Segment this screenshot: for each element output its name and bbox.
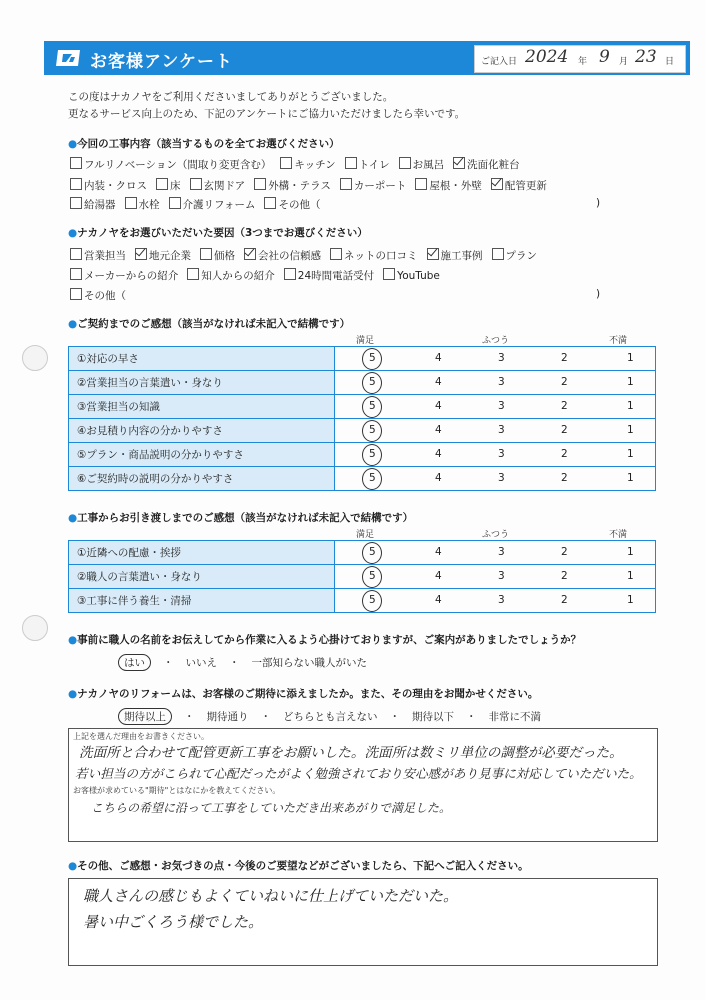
option-checkbox[interactable]: [125, 197, 160, 212]
rating-option-5[interactable]: 5: [369, 424, 376, 436]
rating-option-3[interactable]: 3: [498, 546, 505, 558]
checkbox-icon[interactable]: [200, 248, 212, 260]
q7-comment-line-2: 暑い中ごくろう様でした。: [83, 913, 264, 931]
checkbox-icon[interactable]: [187, 268, 199, 280]
checkbox-icon[interactable]: [70, 197, 82, 209]
rating-option-4[interactable]: 4: [435, 400, 442, 412]
rating-option-4[interactable]: 4: [435, 448, 442, 460]
rating-option-5[interactable]: 5: [369, 570, 376, 582]
answer-option[interactable]: 期待以下: [412, 711, 454, 723]
q6-expect-label: お客様が求めている"期待"とはなにかを教えてください。: [73, 786, 281, 795]
checkbox-icon[interactable]: [70, 157, 82, 169]
option-checkbox[interactable]: [200, 248, 235, 263]
rating-label: ⑤プラン・商品説明の分かりやすさ: [69, 443, 335, 467]
q7-comment-line-1: 職人さんの感じもよくていねいに仕上げていただいた。: [83, 887, 459, 905]
rating-label: ①近隣への配慮・挨拶: [69, 541, 335, 565]
rating-scale: [335, 589, 656, 613]
intro-line-2: 更なるサービス向上のため、下記のアンケートにご協力いただけましたら幸いです。: [68, 108, 466, 120]
scale-mid: ふつう: [482, 530, 510, 540]
separator: ・: [466, 711, 477, 723]
option-checkbox[interactable]: [330, 248, 418, 263]
selected-circle-icon: [362, 348, 382, 370]
checked-checkbox-icon[interactable]: [427, 248, 439, 260]
checkbox-icon[interactable]: [169, 197, 181, 209]
rating-option-2[interactable]: 2: [561, 352, 568, 364]
q1-title: ●今回の工事内容（該当するものを全てお選びください）: [68, 138, 340, 150]
rating-option-4[interactable]: 4: [435, 352, 442, 364]
option-label: 価格: [214, 250, 235, 262]
rating-option-4[interactable]: 4: [435, 376, 442, 388]
checkbox-icon[interactable]: [70, 178, 82, 190]
rating-label: ①対応の早さ: [69, 347, 335, 371]
date-year-unit: 年: [578, 57, 588, 67]
option-checkbox[interactable]: [492, 248, 538, 263]
rating-scale: [335, 541, 656, 565]
rating-option-2[interactable]: 2: [561, 376, 568, 388]
rating-label: ③工事に伴う養生・清掃: [69, 589, 335, 613]
option-checkbox[interactable]: [415, 178, 482, 193]
rating-option-5[interactable]: 5: [369, 448, 376, 460]
rating-row: [69, 589, 656, 613]
checkbox-icon[interactable]: [70, 288, 82, 300]
q7-title: ●その他、ご感想・お気づきの点・今後のご要望などがございましたら、下記へご記入ください。: [68, 860, 529, 872]
checked-checkbox-icon[interactable]: [135, 248, 147, 260]
q4-rating-table: [68, 540, 656, 613]
checkbox-icon[interactable]: [70, 248, 82, 260]
rating-option-1[interactable]: 1: [627, 546, 634, 558]
date-year: 2024: [525, 47, 569, 67]
q3-scale-header: [68, 333, 646, 345]
rating-option-5[interactable]: 5: [369, 352, 376, 364]
rating-option-3[interactable]: 3: [498, 448, 505, 460]
page-title: お客様アンケート: [90, 52, 233, 72]
rating-label: ③営業担当の知識: [69, 395, 335, 419]
q1-close-paren: ): [596, 197, 601, 209]
q7-comment-box[interactable]: [68, 878, 658, 966]
rating-option-1[interactable]: 1: [627, 376, 634, 388]
rating-option-2[interactable]: 2: [561, 400, 568, 412]
q2-row-3: [70, 288, 135, 303]
selected-circle-icon: [362, 444, 382, 466]
option-checkbox[interactable]: [70, 197, 116, 212]
rating-scale: [335, 419, 656, 443]
selected-circle-icon: [362, 566, 382, 588]
checkbox-icon[interactable]: [492, 248, 504, 260]
rating-option-2[interactable]: 2: [561, 424, 568, 436]
rating-option-4[interactable]: 4: [435, 570, 442, 582]
header-bar: [44, 41, 690, 75]
rating-option-4[interactable]: 4: [435, 546, 442, 558]
option-checkbox[interactable]: [70, 288, 126, 303]
option-label: キッチン: [294, 159, 336, 171]
option-checkbox[interactable]: [340, 178, 407, 193]
q6-reason-line-2: 若い担当の方がこられて心配だったがよく勉強されており安心感があり見事に対応していただいた。: [75, 766, 642, 781]
option-checkbox[interactable]: [169, 197, 256, 212]
date-day: 23: [635, 47, 657, 67]
scale-high: 満足: [356, 530, 375, 540]
separator: ・: [260, 711, 271, 723]
rating-option-3[interactable]: 3: [498, 472, 505, 484]
rating-scale: [335, 347, 656, 371]
scale-mid: ふつう: [482, 336, 510, 346]
date-label: ご記入日: [481, 57, 518, 67]
rating-option-4[interactable]: 4: [435, 472, 442, 484]
checked-checkbox-icon[interactable]: [244, 248, 256, 260]
rating-scale: [335, 395, 656, 419]
option-label: その他（: [278, 199, 321, 211]
option-checkbox[interactable]: [453, 157, 520, 172]
q3-title: ●ご契約までのご感想（該当がなければ未記入で結構です）: [68, 318, 351, 330]
rating-option-1[interactable]: 1: [627, 352, 634, 364]
rating-option-3[interactable]: 3: [498, 594, 505, 606]
option-label: 水栓: [138, 199, 160, 211]
option-checkbox[interactable]: [190, 178, 246, 193]
rating-option-5[interactable]: 5: [369, 400, 376, 412]
checkbox-icon[interactable]: [330, 248, 342, 260]
rating-row: [69, 541, 656, 565]
separator: ・: [163, 657, 174, 669]
option-label: カーポート: [353, 180, 407, 192]
option-label: 配管更新: [504, 180, 547, 192]
rating-option-4[interactable]: 4: [435, 424, 442, 436]
option-checkbox[interactable]: [345, 157, 390, 172]
option-label: フルリノベーション（間取り変更含む）: [84, 159, 272, 171]
rating-scale: [335, 565, 656, 589]
rating-option-3[interactable]: 3: [498, 376, 505, 388]
rating-row: [69, 467, 656, 491]
rating-option-2[interactable]: 2: [561, 472, 568, 484]
rating-option-2[interactable]: 2: [561, 594, 568, 606]
q6-reason-box[interactable]: [68, 728, 658, 842]
rating-scale: [335, 443, 656, 467]
checkbox-icon[interactable]: [254, 178, 266, 190]
punch-hole-bottom: [22, 615, 48, 641]
option-checkbox[interactable]: [156, 178, 181, 193]
rating-option-1[interactable]: 1: [627, 594, 634, 606]
q6-answers: [118, 708, 541, 725]
checkbox-icon[interactable]: [340, 178, 352, 190]
q3-rating-table: [68, 346, 656, 491]
option-checkbox[interactable]: [254, 178, 331, 193]
q4-title: ●工事からお引き渡しまでのご感想（該当がなければ未記入で結構です）: [68, 512, 414, 524]
answer-option[interactable]: 期待以上: [118, 708, 172, 725]
rating-option-3[interactable]: 3: [498, 352, 505, 364]
option-label: 施工事例: [440, 250, 483, 262]
option-label: YouTube: [397, 270, 440, 282]
option-checkbox[interactable]: [70, 268, 178, 283]
q4-scale-header: [68, 527, 646, 539]
checkbox-icon[interactable]: [280, 157, 292, 169]
option-label: お風呂: [412, 159, 445, 171]
punch-hole-top: [22, 345, 48, 371]
checkbox-icon[interactable]: [125, 197, 137, 209]
option-checkbox[interactable]: [383, 268, 440, 282]
separator: ・: [229, 657, 240, 669]
option-label: 内装・クロス: [84, 180, 147, 192]
rating-option-3[interactable]: 3: [498, 424, 505, 436]
selected-circle-icon: [362, 372, 382, 394]
q2-close-paren: ): [596, 288, 601, 300]
q1-row-3: [70, 197, 329, 212]
option-checkbox[interactable]: [70, 248, 126, 263]
rating-option-1[interactable]: 1: [627, 424, 634, 436]
rating-option-1[interactable]: 1: [627, 448, 634, 460]
date-day-unit: 日: [665, 57, 675, 67]
date-month-unit: 月: [619, 57, 629, 67]
rating-option-1[interactable]: 1: [627, 570, 634, 582]
rating-row: [69, 565, 656, 589]
option-label: 地元企業: [149, 250, 191, 262]
q6-expect-text: こちらの希望に沿って工事をしていただき出来あがりで満足した。: [91, 801, 452, 815]
rating-option-3[interactable]: 3: [498, 570, 505, 582]
rating-option-2[interactable]: 2: [561, 448, 568, 460]
option-checkbox[interactable]: [280, 157, 335, 172]
answer-option[interactable]: はい: [118, 654, 151, 671]
option-checkbox[interactable]: [187, 268, 275, 283]
date-month: 9: [599, 47, 610, 67]
option-label: メーカーからの紹介: [84, 270, 179, 282]
rating-row: [69, 347, 656, 371]
checkbox-icon[interactable]: [415, 178, 427, 190]
selected-circle-icon: [362, 468, 382, 490]
date-field[interactable]: [474, 45, 686, 73]
option-checkbox[interactable]: [264, 197, 320, 212]
rating-option-5[interactable]: 5: [369, 594, 376, 606]
option-label: 24時間電話受付: [297, 270, 375, 282]
option-checkbox[interactable]: [399, 157, 445, 172]
checked-checkbox-icon[interactable]: [453, 157, 465, 169]
answer-option[interactable]: 期待通り: [206, 711, 249, 723]
option-checkbox[interactable]: [427, 248, 483, 263]
checkbox-icon[interactable]: [70, 268, 82, 280]
rating-label: ⑥ご契約時の説明の分かりやすさ: [69, 467, 335, 491]
q1-row-2: [70, 178, 556, 193]
option-checkbox[interactable]: [135, 248, 191, 263]
rating-option-2[interactable]: 2: [561, 570, 568, 582]
scale-high: 満足: [356, 336, 375, 346]
selected-circle-icon: [362, 590, 382, 612]
option-checkbox[interactable]: [70, 157, 271, 172]
q6-title: ●ナカノヤのリフォームは、お客様のご期待に添えましたか。また、その理由をお聞かせください。: [68, 688, 539, 700]
option-label: 玄関ドア: [203, 180, 246, 192]
q2-title: ●ナカノヤをお選びいただいた要因（3つまでお選びください）: [68, 227, 368, 239]
option-checkbox[interactable]: [284, 268, 374, 283]
answer-option[interactable]: 非常に不満: [488, 711, 541, 723]
q2-row-2: [70, 268, 449, 283]
q6-reason-line-1: 洗面所と合わせて配管更新工事をお願いした。洗面所は数ミリ単位の調整が必要だった。: [79, 745, 623, 761]
company-logo-icon: [54, 48, 82, 68]
option-checkbox[interactable]: [491, 178, 547, 193]
rating-label: ②営業担当の言葉遣い・身なり: [69, 371, 335, 395]
option-label: 床: [170, 180, 181, 192]
option-label: プラン: [505, 250, 537, 262]
checkbox-icon[interactable]: [399, 157, 411, 169]
rating-scale: [335, 467, 656, 491]
scale-low: 不満: [609, 336, 628, 346]
option-label: 営業担当: [84, 250, 126, 262]
rating-option-2[interactable]: 2: [561, 546, 568, 558]
separator: ・: [389, 711, 400, 723]
selected-circle-icon: [362, 420, 382, 442]
q6-reason-label: 上記を選んだ理由をお書きください。: [73, 732, 209, 741]
checkbox-icon[interactable]: [264, 197, 276, 209]
rating-row: [69, 419, 656, 443]
rating-option-4[interactable]: 4: [435, 594, 442, 606]
selected-circle-icon: [362, 542, 382, 564]
rating-option-1[interactable]: 1: [627, 400, 634, 412]
answer-option[interactable]: 一部知らない職人がいた: [251, 657, 367, 669]
checkbox-icon[interactable]: [383, 268, 395, 280]
option-label: 会社の信頼感: [258, 250, 321, 262]
option-label: 洗面化粧台: [467, 159, 520, 171]
q2-row-1: [70, 248, 546, 263]
q5-title: ●事前に職人の名前をお伝えしてから作業に入るよう心掛けておりますが、ご案内がありましたでしょうか？: [68, 634, 582, 646]
option-label: 外構・テラス: [268, 180, 331, 192]
q5-answers: [118, 654, 367, 671]
rating-row: [69, 395, 656, 419]
checkbox-icon[interactable]: [190, 178, 202, 190]
option-checkbox[interactable]: [244, 248, 321, 263]
rating-scale: [335, 371, 656, 395]
checkbox-icon[interactable]: [345, 157, 357, 169]
option-label: 介護リフォーム: [182, 199, 256, 211]
rating-label: ④お見積り内容の分かりやすさ: [69, 419, 335, 443]
option-label: その他（: [84, 290, 126, 302]
answer-option[interactable]: どちらとも言えない: [283, 711, 378, 723]
checkbox-icon[interactable]: [156, 178, 168, 190]
scale-low: 不満: [609, 530, 628, 540]
rating-row: [69, 371, 656, 395]
checked-checkbox-icon[interactable]: [491, 178, 503, 190]
rating-option-5[interactable]: 5: [369, 472, 376, 484]
rating-option-1[interactable]: 1: [627, 472, 634, 484]
separator: ・: [184, 711, 195, 723]
option-label: ネットの口コミ: [344, 250, 418, 262]
intro-line-1: この度はナカノヤをご利用くださいましてありがとうございました。: [68, 91, 394, 103]
rating-row: [69, 443, 656, 467]
checkbox-icon[interactable]: [284, 268, 296, 280]
answer-option[interactable]: いいえ: [185, 657, 217, 669]
rating-option-3[interactable]: 3: [498, 400, 505, 412]
option-label: 知人からの紹介: [201, 270, 275, 282]
option-checkbox[interactable]: [70, 178, 147, 193]
q1-row-1: [70, 157, 529, 172]
option-label: 屋根・外壁: [429, 180, 482, 192]
rating-option-5[interactable]: 5: [369, 376, 376, 388]
selected-circle-icon: [362, 396, 382, 418]
rating-label: ②職人の言葉遣い・身なり: [69, 565, 335, 589]
rating-option-5[interactable]: 5: [369, 546, 376, 558]
option-label: 給湯器: [84, 199, 116, 211]
option-label: トイレ: [358, 159, 390, 171]
